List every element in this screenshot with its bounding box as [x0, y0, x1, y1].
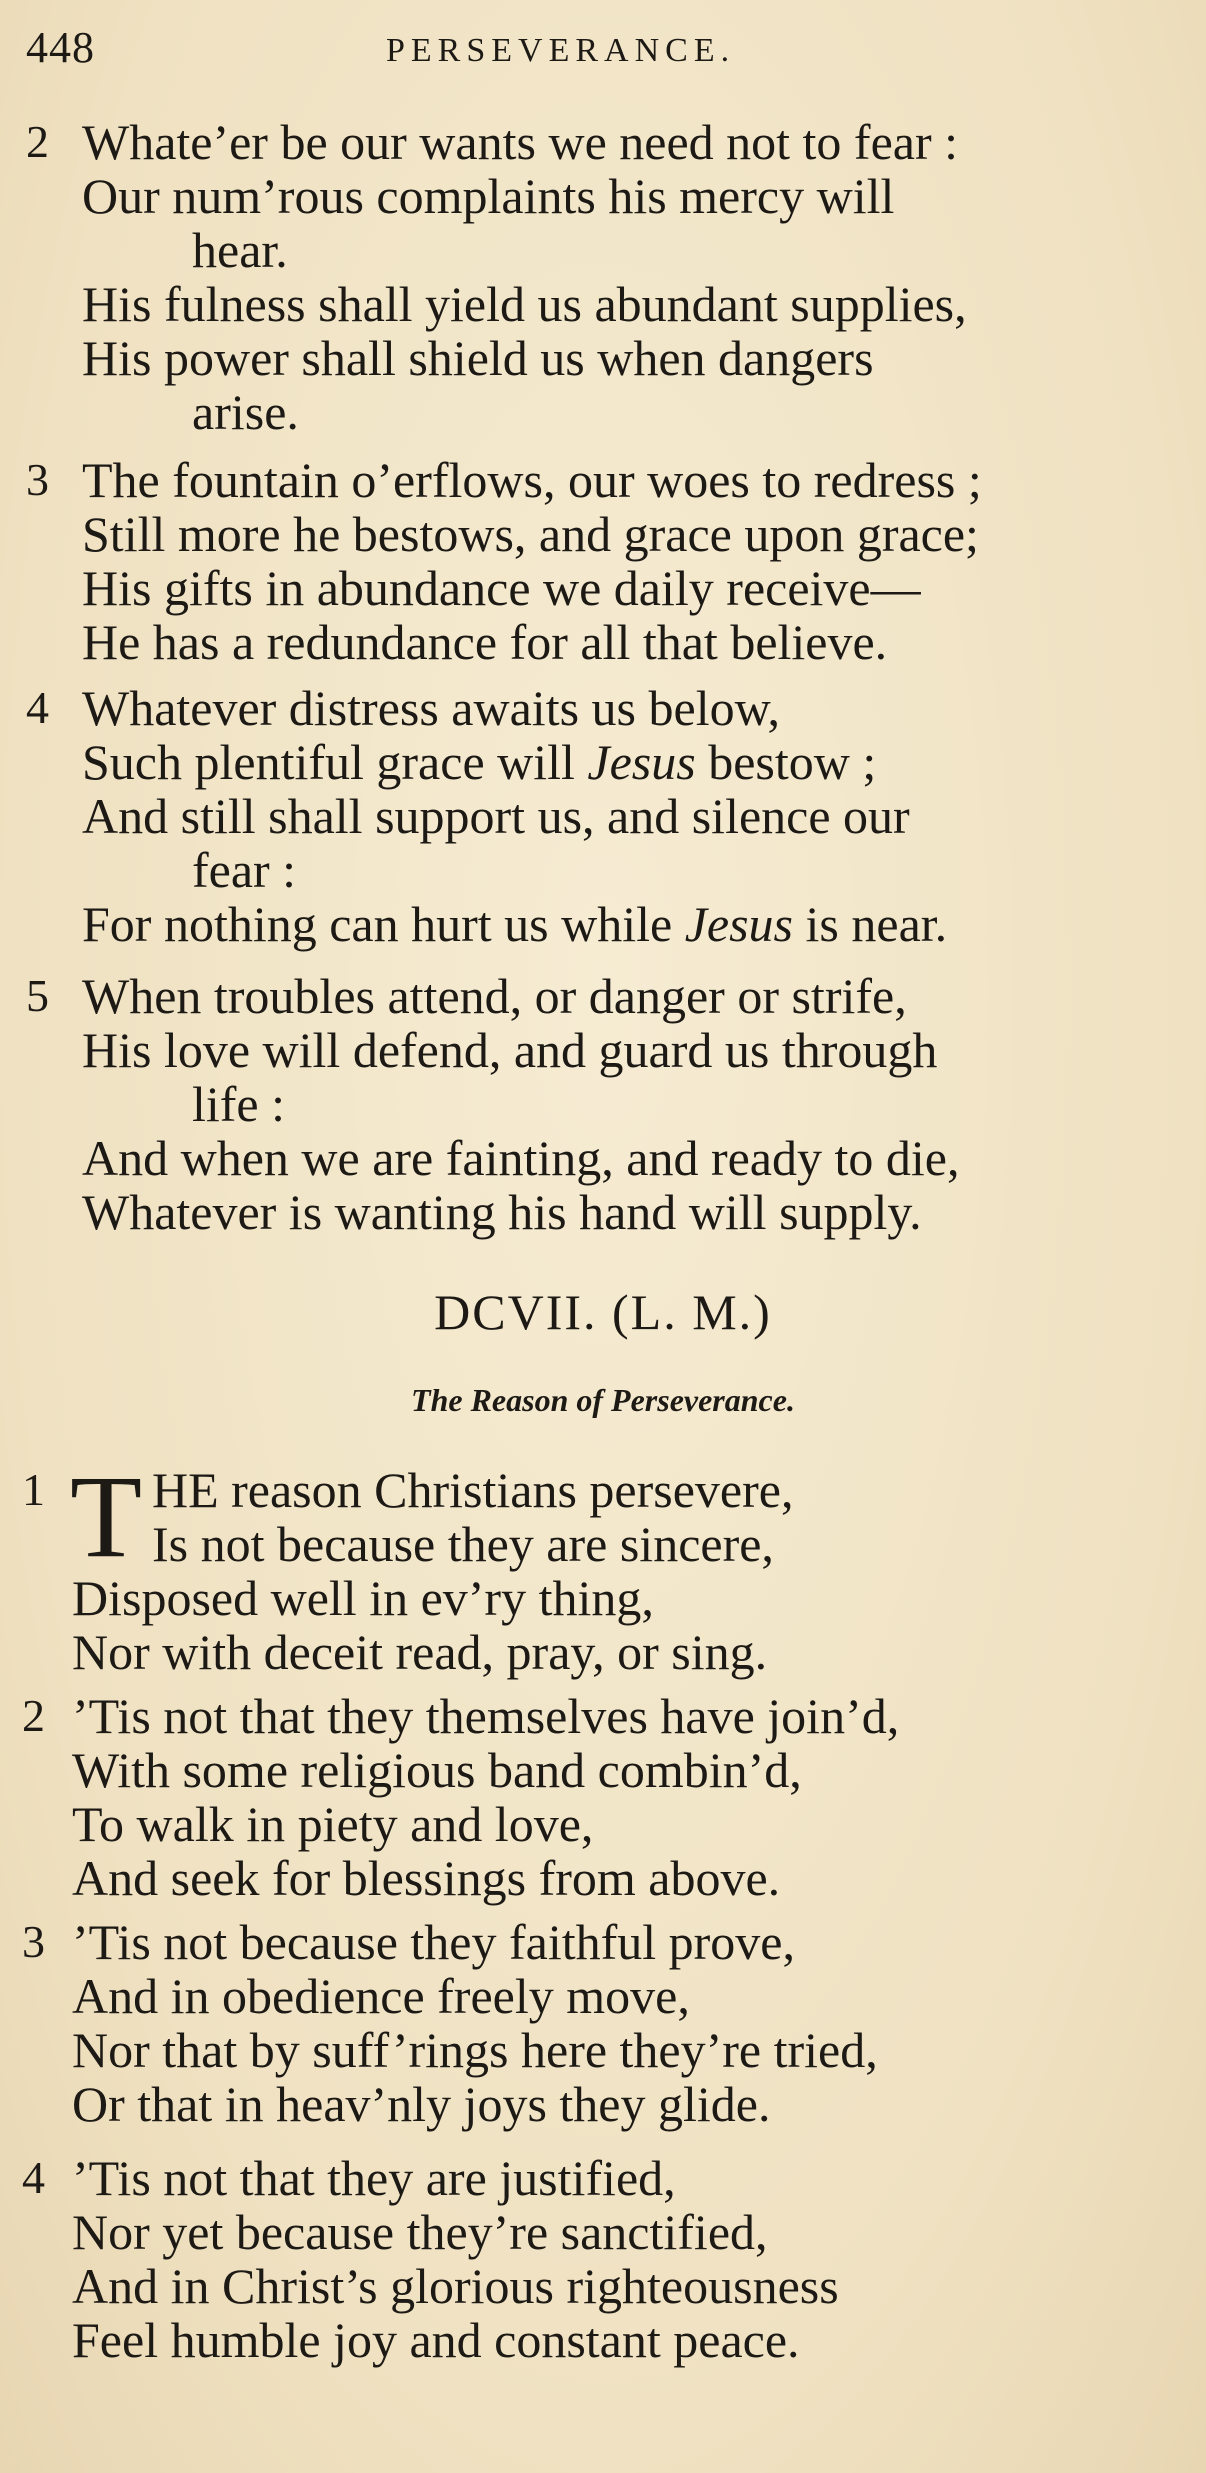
verse-line: The fountain o’erflows, our woes to redress ; [82, 452, 982, 508]
verse-text: bestow ; [695, 734, 877, 790]
stanza-number: 3 [26, 454, 49, 505]
page-header [26, 22, 1176, 82]
verse-line: Whatever distress awaits us below, [82, 680, 780, 736]
verse-line: Still more he bestows, and grace upon grace; [82, 506, 979, 562]
verse-line [82, 734, 876, 790]
verse-line: To walk in piety and love, [72, 1796, 594, 1852]
hymn-title: DCVII. (L. M.) [434, 1284, 772, 1340]
verse-line: life : [192, 1076, 286, 1132]
verse-line: His fulness shall yield us abundant supplies, [82, 276, 967, 332]
verse-line: fear : [192, 842, 297, 898]
verse-line: And when we are fainting, and ready to die, [82, 1130, 960, 1186]
stanza-number: 5 [26, 970, 49, 1021]
verse-line: When troubles attend, or danger or strife, [82, 968, 907, 1024]
stanza-number: 1 [22, 1464, 45, 1515]
verse-line: ’Tis not that they themselves have join’d, [72, 1688, 900, 1744]
stanza-number: 4 [26, 682, 49, 733]
verse-line: Is not because they are sincere, [152, 1516, 774, 1572]
verse-line: HE reason Christians persevere, [152, 1462, 794, 1518]
verse-line: His gifts in abundance we daily receive— [82, 560, 921, 616]
verse-line: Our num’rous complaints his mercy will [82, 168, 895, 224]
verse-line: Feel humble joy and constant peace. [72, 2312, 800, 2368]
verse-line: And still shall support us, and silence our [82, 788, 910, 844]
verse-line: Nor yet because they’re sanctified, [72, 2204, 768, 2260]
verse-text: For nothing can hurt us while [82, 896, 685, 952]
emphasis-jesus: Jesus [587, 734, 696, 790]
verse-line: arise. [192, 384, 299, 440]
verse-line: Nor that by suff’rings here they’re tried, [72, 2022, 878, 2078]
drop-cap: T [70, 1451, 143, 1582]
verse-line: He has a redundance for all that believe. [82, 614, 888, 670]
verse-line: His love will defend, and guard us through [82, 1022, 938, 1078]
stanza-number: 2 [26, 116, 49, 167]
verse-text: is near. [793, 896, 948, 952]
verse-line: With some religious band combin’d, [72, 1742, 802, 1798]
page-number: 448 [26, 23, 95, 72]
verse-line: His power shall shield us when dangers [82, 330, 874, 386]
stanza-number: 3 [22, 1916, 45, 1967]
verse-line: Nor with deceit read, pray, or sing. [72, 1624, 768, 1680]
verse-line [82, 896, 947, 952]
running-head: PERSEVERANCE. [386, 32, 736, 69]
verse-line: Whatever is wanting his hand will supply. [82, 1184, 922, 1240]
verse-line: Or that in heav’nly joys they glide. [72, 2076, 771, 2132]
verse-line: ’Tis not that they are justified, [72, 2150, 676, 2206]
stanza-number: 2 [22, 1690, 45, 1741]
verse-line: And in obedience freely move, [72, 1968, 690, 2024]
emphasis-jesus: Jesus [684, 896, 794, 952]
hymn-subtitle: The Reason of Perseverance. [411, 1382, 795, 1418]
verse-line: And seek for blessings from above. [72, 1850, 781, 1906]
verse-line: And in Christ’s glorious righteousness [72, 2258, 839, 2314]
verse-text: Such plentiful grace will [82, 734, 588, 790]
verse-line: hear. [192, 222, 288, 278]
verse-line: Disposed well in ev’ry thing, [72, 1570, 654, 1626]
verse-line: Whate’er be our wants we need not to fear : [82, 114, 959, 170]
stanza-number: 4 [22, 2152, 45, 2203]
verse-line: ’Tis not because they faithful prove, [72, 1914, 795, 1970]
